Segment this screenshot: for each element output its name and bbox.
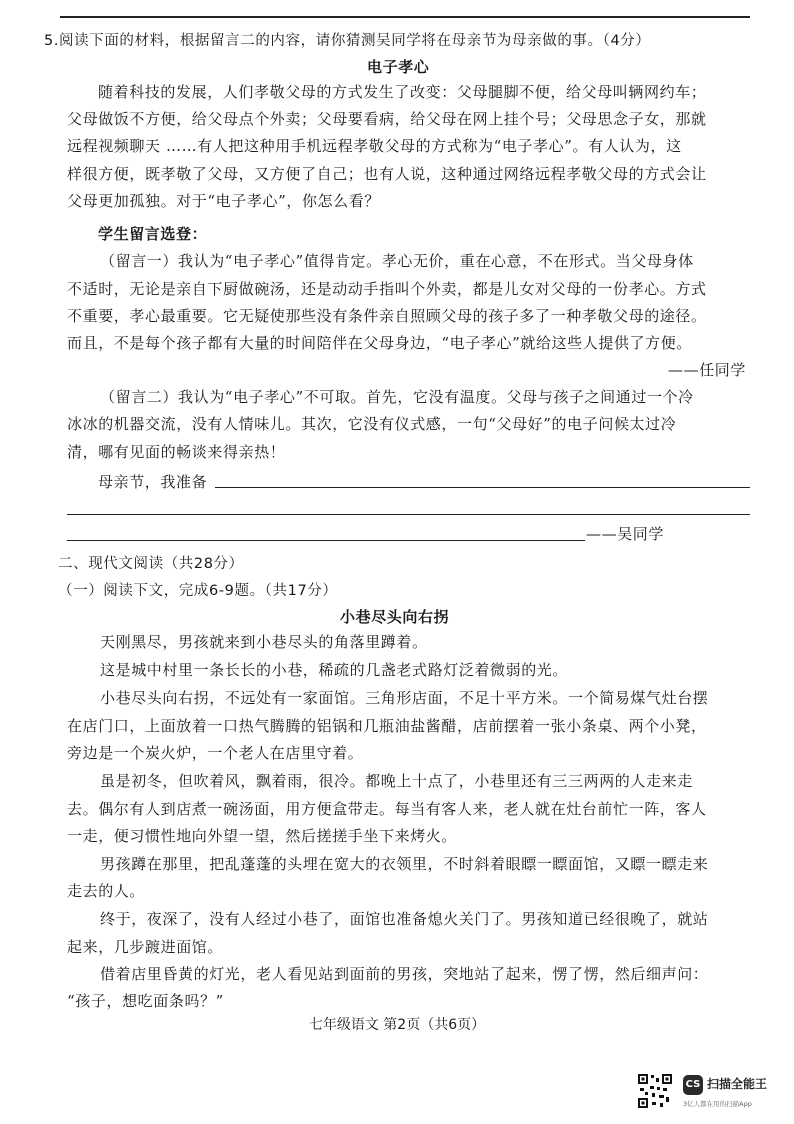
answer-lead: 母亲节，我准备 bbox=[98, 473, 208, 491]
story-line: 在店门口，上面放着一口热气腾腾的铝锅和几瓶油盐酱醋，店前摆着一张小条桌、两个小凳， bbox=[67, 717, 707, 735]
message-1-line: （留言一）我认为“电子孝心”值得肯定。孝心无价，重在心意，不在形式。当父母身体 bbox=[100, 252, 694, 270]
story-line: 走去的人。 bbox=[67, 882, 146, 900]
page-footer: 七年级语文 第2页（共6页） bbox=[308, 1017, 486, 1033]
section-heading: 二、现代文阅读（共28分） bbox=[58, 556, 244, 572]
answer-blank-line[interactable] bbox=[67, 514, 750, 515]
story-line: 虽是初冬，但吹着风，飘着雨，很冷。都晚上十点了，小巷里还有三三两两的人走来走 bbox=[100, 772, 693, 790]
story-line: 天刚黑尽，男孩就来到小巷尽头的角落里蹲着。 bbox=[100, 633, 428, 651]
story-line: 小巷尽头向右拐，不远处有一家面馆。三角形店面，不足十平方米。一个简易煤气灶台摆 bbox=[100, 689, 709, 707]
message-2-signature: ——吴同学 bbox=[586, 525, 665, 543]
story-title: 小巷尽头向右拐 bbox=[340, 608, 450, 626]
story-line: 这是城中村里一条长长的小巷，稀疏的几盏老式路灯泛着微弱的光。 bbox=[100, 661, 569, 679]
message-1-signature: ——任同学 bbox=[668, 361, 747, 379]
answer-blank-line[interactable] bbox=[67, 540, 585, 541]
selection-title: 学生留言选登： bbox=[98, 225, 208, 243]
answer-blank-line[interactable] bbox=[215, 487, 750, 488]
message-1-line: 不适时，无论是亲自下厨做碗汤，还是动动手指叫个外卖，都是儿女对父母的一份孝心。方式 bbox=[67, 280, 707, 298]
story-line: 男孩蹲在那里，把乱蓬蓬的头埋在宽大的衣领里，不时斜着眼瞟一瞟面馆，又瞟一瞟走来 bbox=[100, 855, 709, 873]
app-tagline: 3亿人都在用的扫描App bbox=[683, 1100, 752, 1108]
qr-code-icon bbox=[637, 1073, 673, 1109]
story-line: 去。偶尔有人到店煮一碗汤面，用方便盒带走。每当有客人来，老人就在灶台前忙一阵，客人 bbox=[67, 800, 707, 818]
passage-line: 随着科技的发展，人们孝敬父母的方式发生了改变：父母腿脚不便，给父母叫辆网约车； bbox=[98, 83, 707, 101]
camscanner-logo-icon: CS bbox=[683, 1075, 703, 1095]
passage-line: 父母做饭不方便，给父母点个外卖；父母要看病，给父母在网上挂个号；父母思念子女，那就 bbox=[67, 110, 707, 128]
passage-line: 样很方便，既孝敬了父母，又方便了自己；也有人说，这种通过网络远程孝敬父母的方式会让 bbox=[67, 165, 707, 183]
story-line: 终于，夜深了，没有人经过小巷了，面馆也准备熄火关门了。男孩知道已经很晚了，就站 bbox=[100, 910, 709, 928]
question-5-prompt: 5.阅读下面的材料，根据留言二的内容，请你猜测吴同学将在母亲节为母亲做的事。（4分） bbox=[44, 33, 651, 49]
message-2-line: 清，哪有见面的畅谈来得亲热！ bbox=[67, 443, 286, 461]
message-2-line: （留言二）我认为“电子孝心”不可取。首先，它没有温度。父母与孩子之间通过一个冷 bbox=[100, 388, 694, 406]
passage-line: 远程视频聊天 ……有人把这种用手机远程孝敬父母的方式称为“电子孝心”。有人认为，这 bbox=[67, 137, 682, 155]
message-2-line: 冰冰的机器交流，没有人情味儿。其次，它没有仪式感，一句“父母好”的电子问候太过冷 bbox=[67, 415, 677, 433]
story-line: “孩子，想吃面条吗？” bbox=[67, 992, 224, 1010]
story-line: 旁边是一个炭火炉，一个老人在店里守着。 bbox=[67, 744, 364, 762]
story-line: 起来，几步踱进面馆。 bbox=[67, 938, 224, 956]
passage-line: 父母更加孤独。对于“电子孝心”，你怎么看？ bbox=[67, 192, 380, 210]
story-line: 一走，便习惯性地向外望一望，然后搓搓手坐下来烤火。 bbox=[67, 827, 458, 845]
message-1-line: 不重要，孝心最重要。它无疑使那些没有条件亲自照顾父母的孩子多了一种孝敬父母的途径。 bbox=[67, 307, 707, 325]
top-rule bbox=[60, 16, 750, 18]
subsection-heading: （一）阅读下文，完成6-9题。（共17分） bbox=[58, 583, 338, 599]
story-line: 借着店里昏黄的灯光，老人看见站到面前的男孩，突地站了起来，愣了愣，然后细声问： bbox=[100, 965, 709, 983]
app-name: 扫描全能王 bbox=[707, 1077, 768, 1091]
passage-title: 电子孝心 bbox=[367, 58, 430, 76]
message-1-line: 而且，不是每个孩子都有大量的时间陪伴在父母身边，“电子孝心”就给这些人提供了方便。 bbox=[67, 334, 692, 352]
